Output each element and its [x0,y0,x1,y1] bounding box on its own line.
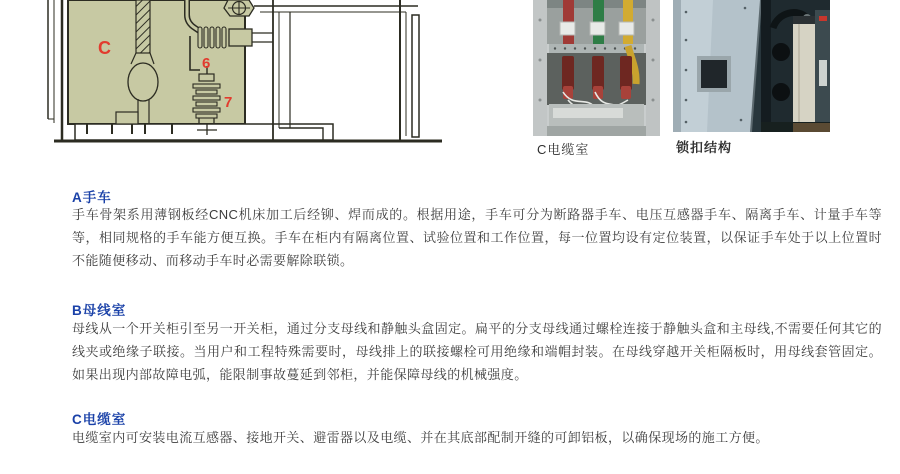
earthing-switch-shaft-symbol [224,0,254,16]
latch-knob-upper [772,43,790,61]
rear-door [412,15,419,137]
cable-compartment-region [68,0,245,124]
photo-caption-cable-compartment: C电缆室 [537,142,590,157]
compartment-label-c: C [98,38,111,58]
brand-logo-mark [819,16,827,21]
section-heading-cable-room: C电缆室 [72,412,127,427]
section-body-handcart: 手车骨架系用薄钢板经CNC机床加工后经铆、焊而成的。根据用途，手车可分为断路器手车、电压互感器手车、隔离手车、计量手车等等，相同规格的手车能方便互换。手车在柜内有隔离位置、试验位置和工作位置，每一位置均设有定位装置，以保证手车处于以上位置时不能随便移动、而移动手车时必需要解除联锁。 [72,207,882,268]
photo-cable-compartment [533,0,660,136]
cross-section-drawing [40,0,465,170]
latch-knob-lower [772,83,790,101]
photo-caption-lock-structure: 锁扣结构 [676,140,733,155]
cabinet-cross-section-diagram [40,0,465,170]
section-heading-busbar-room: B母线室 [72,303,127,318]
vent-window [701,60,727,88]
section-body-cable-room: 电缆室内可安装电流互感器、接地开关、避雷器以及电缆、并在其底部配制开缝的可卸铝板，以确保现场的施工方便。 [72,430,769,445]
part-label-6: 6 [202,55,211,72]
cable-termination [128,63,158,101]
breaker-panel [793,24,815,124]
photo-lock-structure [673,0,830,132]
section-body-busbar-room: 母线从一个开关柜引至另一开关柜，通过分支母线和静触头盒固定。扁平的分支母线通过螺栓连接于静触头盒和主母线,不需要任何其它的线夹或绝缘子联接。当用户和工程特殊需要时，母线排上的联接螺栓可用绝缘和端帽封装。在母线穿越开关柜隔板时，用母线套管固定。如果出现内部故障电弧，能限制事故蔓延到邻柜，并能保障母线的机械强度。 [72,321,882,382]
power-cable [136,0,150,53]
base-frame [75,124,333,140]
section-heading-handcart: A手车 [72,190,112,205]
part-label-7: 7 [224,94,233,111]
